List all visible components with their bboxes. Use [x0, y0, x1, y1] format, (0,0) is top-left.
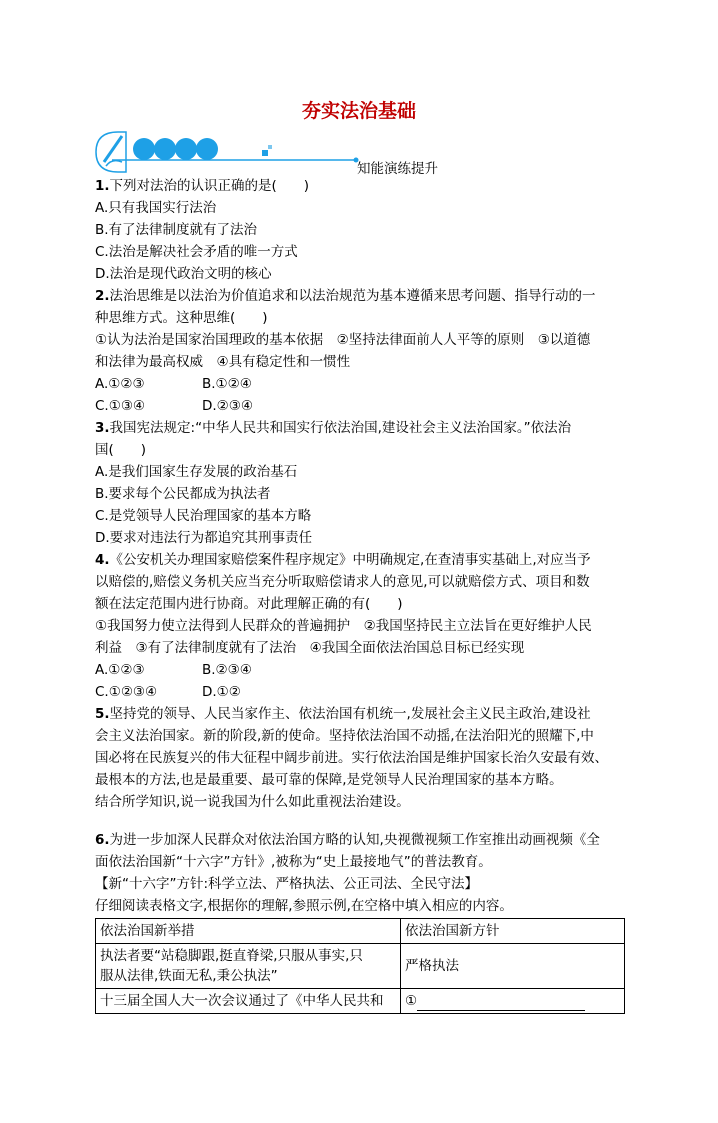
banner-dot-4	[196, 138, 218, 160]
q6-number: 6.	[95, 832, 110, 848]
q2-option-b: B.①②④	[202, 376, 252, 392]
q2-statements-2: 和法律为最高权威 ④具有稳定性和一惯性	[95, 354, 351, 370]
q1-number: 1.	[95, 178, 110, 194]
q4-stem-1	[95, 550, 591, 570]
table-cell-measure	[96, 944, 401, 989]
q6-text-1-body: 为进一步加深人民群众对依法治国方略的认知,央视微视频工作室推出动画视频《全	[109, 832, 600, 848]
banner-square-1	[262, 150, 268, 156]
table-cell-measure-line-1: 执法者要“站稳脚跟,挺直脊梁,只服从事实,只	[100, 948, 363, 964]
q4-option-d: D.①②	[202, 684, 241, 700]
banner-dot-2	[154, 138, 176, 160]
q3-option-c: C.是党领导人民治理国家的基本方略	[95, 508, 312, 524]
q4-option-c: C.①②③④	[95, 684, 158, 700]
page-title: 夯实法治基础	[301, 100, 416, 122]
q3-stem-text-1: 我国宪法规定:“中华人民共和国实行依法治国,建设社会主义法治国家。”依法治	[109, 420, 572, 436]
q2-option-a: A.①②③	[95, 376, 145, 392]
q5-text-3: 国必将在民族复兴的伟大征程中阔步前进。实行依法治国是维护国家长治久安最有效、	[95, 750, 608, 766]
q2-stem-1	[95, 286, 596, 306]
table-row	[96, 989, 625, 1014]
q5-question: 结合所学知识,说一说我国为什么如此重视法治建设。	[95, 794, 410, 810]
banner-dot-3	[175, 138, 197, 160]
q1-option-b: B.有了法律制度就有了法治	[95, 222, 258, 238]
answer-blank[interactable]	[417, 996, 585, 1011]
q3-option-b: B.要求每个公民都成为执法者	[95, 486, 271, 502]
q4-stem-text-1: 《公安机关办理国家赔偿案件程序规定》中明确规定,在查清事实基础上,对应当予	[109, 552, 591, 568]
q2-stem-text-1: 法治思维是以法治为价值追求和以法治规范为基本遵循来思考问题、指导行动的一	[109, 288, 596, 304]
q4-stem-2: 以赔偿的,赔偿义务机关应当充分听取赔偿请求人的意见,可以就赔偿方式、项目和数	[95, 574, 590, 590]
q6-text-1	[95, 830, 600, 850]
q2-option-d: D.②③④	[202, 398, 253, 414]
q5-text-2: 会主义法治国家。新的阶段,新的使命。坚持依法治国不动摇,在法治阳光的照耀下,中	[95, 728, 594, 744]
q2-number: 2.	[95, 288, 110, 304]
q1-option-a: A.只有我国实行法治	[95, 200, 217, 216]
table-header-measures: 依法治国新举措	[96, 919, 401, 944]
q4-statements-2: 利益 ③有了法律制度就有了法治 ④我国全面依法治国总目标已经实现	[95, 640, 525, 656]
q1-stem-text: 下列对法治的认识正确的是( )	[109, 178, 310, 194]
table-header-row	[96, 919, 625, 944]
q3-number: 3.	[95, 420, 110, 436]
q4-option-b: B.②③④	[202, 662, 252, 678]
q6-table	[95, 918, 625, 1014]
q2-statements-1: ①认为法治是国家治国理政的基本依据 ②坚持法律面前人人平等的原则 ③以道德	[95, 332, 591, 348]
q5-text-1-body: 坚持党的领导、人民当家作主、依法治国有机统一,发展社会主义民主政治,建设社	[109, 706, 591, 722]
q6-text-2: 面依法治国新“十六字”方针》,被称为“史上最接地气”的普法教育。	[95, 854, 492, 870]
q2-option-c: C.①③④	[95, 398, 146, 414]
pen-icon	[96, 132, 126, 172]
q2-stem-2: 种思维方式。这种思维( )	[95, 310, 268, 326]
q5-number: 5.	[95, 706, 110, 722]
q1-option-d: D.法治是现代政治文明的核心	[95, 266, 272, 282]
q4-option-a: A.①②③	[95, 662, 145, 678]
table-cell-measure-line-2: 服从法律,铁面无私,秉公执法”	[100, 968, 278, 984]
q1-option-c: C.法治是解决社会矛盾的唯一方式	[95, 244, 298, 260]
q6-text-3: 【新“十六字”方针:科学立法、严格执法、公正司法、全民守法】	[95, 876, 479, 892]
q3-option-d: D.要求对违法行为都追究其刑事责任	[95, 530, 313, 546]
q4-statements-1: ①我国努力使立法得到人民群众的普遍拥护 ②我国坚持民主立法旨在更好维护人民	[95, 618, 592, 634]
q4-stem-3: 额在法定范围内进行协商。对此理解正确的有( )	[95, 596, 403, 612]
table-row	[96, 944, 625, 989]
q4-number: 4.	[95, 552, 110, 568]
answer-marker: ①	[405, 993, 418, 1009]
table-header-policy: 依法治国新方针	[401, 919, 625, 944]
table-cell-measure: 十三届全国人大一次会议通过了《中华人民共和	[96, 989, 401, 1014]
banner-dot-1	[133, 138, 155, 160]
table-cell-answer[interactable]	[401, 989, 625, 1014]
q5-text-4: 最根本的方法,也是最重要、最可靠的保障,是党领导人民治理国家的基本方略。	[95, 772, 563, 788]
q3-stem-1	[95, 418, 571, 438]
banner-label: 知能演练提升	[357, 161, 438, 177]
q5-text-1	[95, 704, 591, 724]
q3-stem-2: 国( )	[95, 442, 147, 458]
q3-option-a: A.是我们国家生存发展的政治基石	[95, 464, 298, 480]
q6-instruction: 仔细阅读表格文字,根据你的理解,参照示例,在空格中填入相应的内容。	[95, 898, 513, 914]
q1-stem	[95, 176, 309, 196]
banner-square-2	[268, 145, 272, 149]
table-cell-policy: 严格执法	[401, 944, 625, 989]
